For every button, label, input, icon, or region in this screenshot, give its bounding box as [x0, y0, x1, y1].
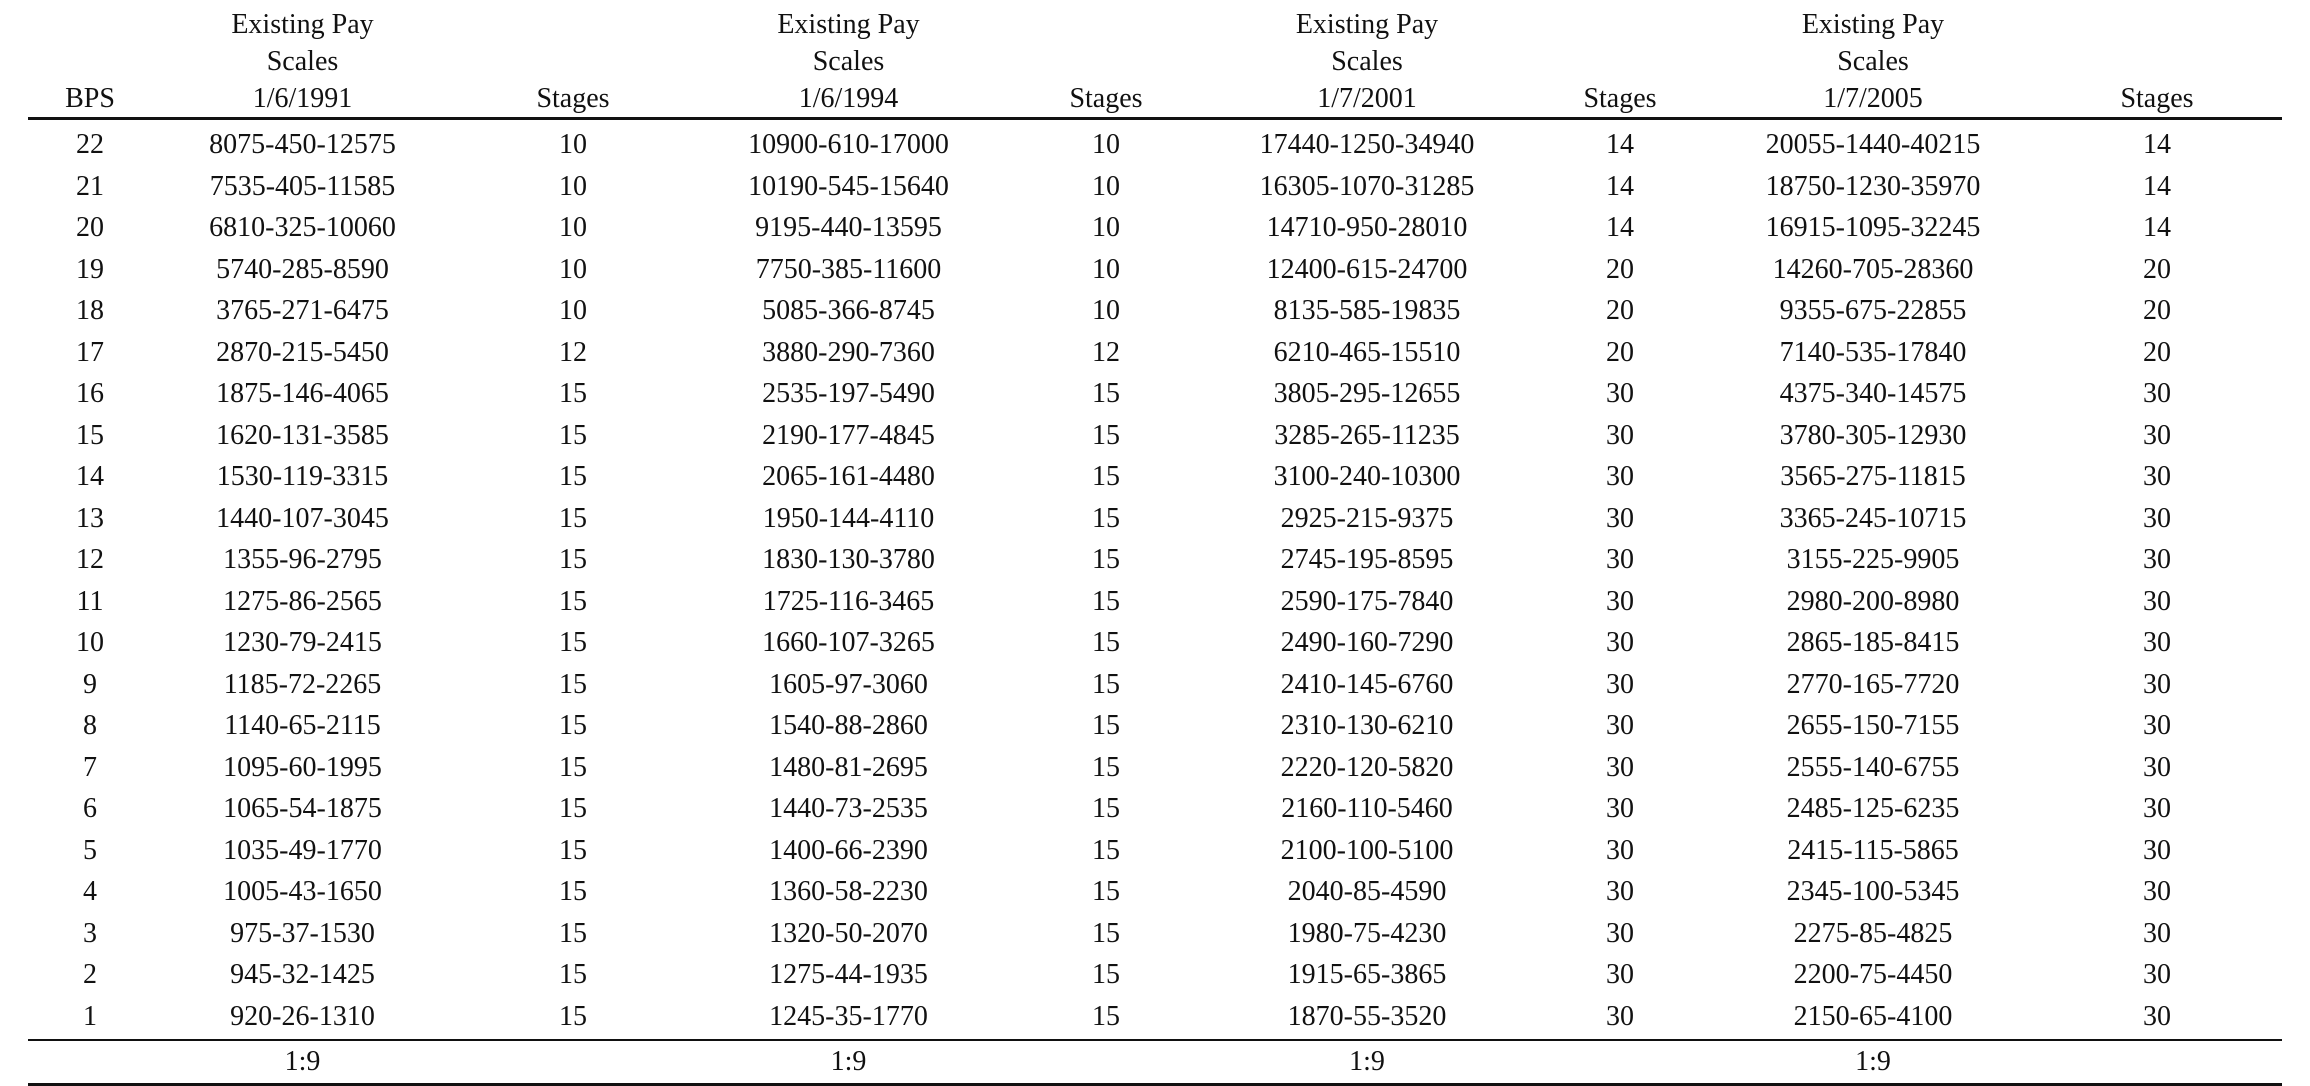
stages-2001-cell: 20: [1606, 295, 1634, 326]
scale-2001-cell: 1980-75-4230: [1287, 917, 1447, 949]
scale-2001-cell: 14710-950-28010: [1266, 212, 1468, 243]
table-row: [28, 498, 2282, 540]
stages-1991-cell: 10: [559, 212, 587, 243]
scale-2005-cell: 2150-65-4100: [1793, 1000, 1953, 1032]
stages-2001-cell: 30: [1606, 959, 1634, 990]
scale-2001-cell: 3285-265-11235: [1274, 419, 1460, 451]
header-stages-1991: Stages: [453, 0, 693, 119]
table-row: [28, 622, 2282, 664]
header-scale-2001-line2: Scales: [1331, 46, 1403, 77]
stages-2005-cell: 30: [2143, 627, 2171, 658]
stages-2001-cell: 14: [1606, 170, 1634, 202]
table-row: [28, 996, 2282, 1041]
stages-2001-cell: 30: [1606, 544, 1634, 575]
stages-2001-cell: 14: [1606, 212, 1634, 243]
stages-2005-cell: 14: [2143, 170, 2171, 202]
bps-cell: 6: [83, 793, 97, 824]
scale-2001-cell: 2590-175-7840: [1280, 585, 1454, 617]
stages-2005-cell: 30: [2143, 876, 2171, 907]
stages-2005-cell: 14: [2143, 212, 2171, 243]
scale-2001-cell: 16305-1070-31285: [1259, 170, 1475, 202]
bps-cell: 8: [83, 710, 97, 741]
header-scale-2001-line1: Existing Pay: [1295, 9, 1439, 40]
table-row: [28, 747, 2282, 789]
scale-1994-cell: 1480-81-2695: [769, 751, 928, 783]
stages-2005-cell: 30: [2143, 1000, 2171, 1032]
table-row: [28, 913, 2282, 955]
scale-1991-cell: 1355-96-2795: [223, 544, 382, 575]
stages-1991-cell: 10: [559, 129, 587, 160]
stages-1994-cell: 15: [1092, 378, 1120, 409]
stages-2001-cell: 30: [1606, 627, 1634, 658]
scale-1994-cell: 3880-290-7360: [762, 336, 935, 368]
scale-1991-cell: 920-26-1310: [230, 1000, 375, 1032]
stages-1991-cell: 15: [559, 876, 587, 907]
scale-1994-cell: 2190-177-4845: [762, 419, 935, 451]
stages-2005-cell: 14: [2143, 129, 2171, 160]
bps-cell: 20: [76, 212, 104, 243]
stages-1991-cell: 15: [559, 585, 587, 617]
scale-2005-cell: 2980-200-8980: [1786, 585, 1960, 617]
scale-2001-cell: 8135-585-19835: [1273, 295, 1461, 326]
table-row: [28, 664, 2282, 706]
header-scale-1994-date: 1/6/1994: [798, 83, 899, 114]
scale-1994-cell: 1320-50-2070: [769, 917, 928, 949]
scale-1994-cell: 2065-161-4480: [762, 461, 935, 492]
scale-1994-cell: 1830-130-3780: [762, 544, 935, 575]
stages-1991-cell: 15: [559, 751, 587, 783]
scale-1994-cell: 2535-197-5490: [762, 378, 935, 409]
scale-1991-cell: 1530-119-3315: [216, 461, 389, 492]
table-row: [28, 166, 2282, 208]
bps-cell: 7: [83, 751, 97, 783]
bps-cell: 12: [76, 544, 104, 575]
stages-2005-cell: 30: [2143, 461, 2171, 492]
scale-1991-cell: 1440-107-3045: [216, 502, 389, 534]
scale-2005-cell: 2865-185-8415: [1786, 627, 1960, 658]
scale-1994-cell: 10190-545-15640: [748, 170, 949, 202]
scale-2001-cell: 2925-215-9375: [1280, 502, 1454, 534]
scale-1991-cell: 3765-271-6475: [216, 295, 389, 326]
header-scale-1991-line2: Scales: [266, 46, 339, 77]
footer-empty: [453, 1040, 693, 1085]
scale-1991-cell: 2870-215-5450: [216, 336, 389, 368]
header-bps: BPS: [28, 0, 152, 119]
stages-1991-cell: 15: [559, 917, 587, 949]
bps-cell: 15: [76, 419, 104, 451]
stages-2001-cell: 30: [1606, 751, 1634, 783]
scale-1991-cell: 5740-285-8590: [216, 253, 389, 285]
header-stages-1994: Stages: [1004, 0, 1208, 119]
stages-1991-cell: 10: [559, 295, 587, 326]
stages-1994-cell: 15: [1092, 959, 1120, 990]
bps-cell: 9: [83, 668, 97, 700]
stages-2001-cell: 30: [1606, 502, 1634, 534]
stages-2001-cell: 20: [1606, 253, 1634, 285]
stages-1994-cell: 15: [1092, 876, 1120, 907]
stages-1991-cell: 15: [559, 1000, 587, 1032]
stages-2005-cell: 30: [2143, 585, 2171, 617]
scale-1991-cell: 1275-86-2565: [223, 585, 382, 617]
scale-2005-cell: 2485-125-6235: [1786, 793, 1960, 824]
scale-2005-cell: 20055-1440-40215: [1765, 129, 1981, 160]
scale-2005-cell: 16915-1095-32245: [1765, 212, 1981, 243]
stages-1991-cell: 15: [559, 544, 587, 575]
scale-1991-cell: 7535-405-11585: [209, 170, 396, 202]
footer-empty-bps: [28, 1040, 152, 1085]
scale-2001-cell: 12400-615-24700: [1266, 253, 1468, 285]
stages-1994-cell: 12: [1092, 336, 1120, 368]
scale-2005-cell: 3155-225-9905: [1786, 544, 1960, 575]
scale-1991-cell: 1065-54-1875: [223, 793, 382, 824]
stages-2001-cell: 30: [1606, 419, 1634, 451]
scale-2005-cell: 14260-705-28360: [1772, 253, 1974, 285]
stages-2005-cell: 30: [2143, 834, 2171, 866]
scale-1991-cell: 1035-49-1770: [223, 834, 382, 866]
scale-1994-cell: 1950-144-4110: [762, 502, 935, 534]
stages-1994-cell: 10: [1092, 212, 1120, 243]
stages-1991-cell: 15: [559, 378, 587, 409]
bps-cell: 22: [76, 129, 104, 160]
scale-2001-cell: 2745-195-8595: [1280, 544, 1454, 575]
scale-1994-cell: 1605-97-3060: [769, 668, 928, 700]
scale-2005-cell: 2415-115-5865: [1787, 834, 1959, 866]
header-scale-1994-line2: Scales: [812, 46, 885, 77]
header-scale-1994: [693, 0, 1004, 119]
table-row: [28, 539, 2282, 581]
scale-1991-cell: 1620-131-3585: [216, 419, 389, 451]
scale-1994-cell: 1540-88-2860: [769, 710, 928, 741]
bps-cell: 2: [83, 959, 97, 990]
header-stages-2001: Stages: [1526, 0, 1714, 119]
stages-1994-cell: 10: [1092, 170, 1120, 202]
bps-cell: 11: [76, 585, 104, 617]
stages-1991-cell: 15: [559, 793, 587, 824]
stages-2005-cell: 20: [2143, 253, 2171, 285]
stages-1994-cell: 15: [1092, 502, 1120, 534]
pay-scales-document: [28, 0, 2282, 1086]
scale-2005-cell: 2275-85-4825: [1793, 917, 1953, 949]
footer-ratio-2005: 1:9: [1714, 1040, 2032, 1085]
table-row: [28, 207, 2282, 249]
table-row: [28, 290, 2282, 332]
bps-cell: 18: [76, 295, 104, 326]
stages-2005-cell: 30: [2143, 668, 2171, 700]
scale-2001-cell: 2220-120-5820: [1280, 751, 1454, 783]
scale-2005-cell: 2345-100-5345: [1786, 876, 1960, 907]
scale-1991-cell: 945-32-1425: [230, 959, 375, 990]
bps-cell: 17: [76, 336, 104, 368]
table-row: [28, 954, 2282, 996]
stages-2005-cell: 30: [2143, 544, 2171, 575]
bps-cell: 3: [83, 917, 97, 949]
table-row: [28, 456, 2282, 498]
scale-2005-cell: 3780-305-12930: [1779, 419, 1967, 451]
stages-2005-cell: 30: [2143, 751, 2171, 783]
stages-1994-cell: 10: [1092, 253, 1120, 285]
bps-cell: 13: [76, 502, 104, 534]
scale-1994-cell: 5085-366-8745: [762, 295, 935, 326]
stages-1994-cell: 15: [1092, 751, 1120, 783]
scale-2001-cell: 2100-100-5100: [1280, 834, 1454, 866]
stages-1994-cell: 10: [1092, 129, 1120, 160]
stages-1991-cell: 15: [559, 461, 587, 492]
table-row: [28, 830, 2282, 872]
scale-1994-cell: 1440-73-2535: [769, 793, 928, 824]
footer-ratio-2001: 1:9: [1208, 1040, 1526, 1085]
scale-1991-cell: 8075-450-12575: [209, 129, 396, 160]
pay-scales-table: [28, 0, 2282, 1086]
bps-cell: 10: [76, 627, 104, 658]
bps-cell: 19: [76, 253, 104, 285]
stages-1994-cell: 15: [1092, 461, 1120, 492]
stages-1991-cell: 15: [559, 419, 587, 451]
stages-2005-cell: 30: [2143, 710, 2171, 741]
scale-1994-cell: 1400-66-2390: [769, 834, 928, 866]
scale-2005-cell: 2655-150-7155: [1786, 710, 1960, 741]
scale-1994-cell: 1360-58-2230: [769, 876, 928, 907]
scale-2001-cell: 6210-465-15510: [1273, 336, 1461, 368]
stages-2001-cell: 20: [1606, 336, 1634, 368]
scale-2005-cell: 3365-245-10715: [1779, 502, 1967, 534]
scale-2001-cell: 3805-295-12655: [1273, 378, 1461, 409]
stages-1994-cell: 15: [1092, 917, 1120, 949]
stages-1994-cell: 15: [1092, 793, 1120, 824]
table-row: [28, 332, 2282, 374]
bps-cell: 1: [83, 1000, 97, 1032]
table-row: [28, 249, 2282, 291]
stages-1994-cell: 15: [1092, 585, 1120, 617]
header-scale-1991: [152, 0, 453, 119]
stages-2005-cell: 30: [2143, 793, 2171, 824]
stages-1994-cell: 15: [1092, 544, 1120, 575]
table-row: [28, 581, 2282, 623]
scale-1991-cell: 6810-325-10060: [209, 212, 396, 243]
header-scale-2005-line2: Scales: [1837, 46, 1909, 77]
stages-2001-cell: 30: [1606, 585, 1634, 617]
scale-2001-cell: 2310-130-6210: [1280, 710, 1454, 741]
table-row: [28, 871, 2282, 913]
scale-2001-cell: 17440-1250-34940: [1259, 129, 1475, 160]
scale-1994-cell: 1725-116-3465: [762, 585, 935, 617]
header-scale-2005-line1: Existing Pay: [1801, 9, 1945, 40]
scale-2005-cell: 7140-535-17840: [1779, 336, 1967, 368]
scale-1994-cell: 10900-610-17000: [748, 129, 949, 160]
scale-2005-cell: 18750-1230-35970: [1765, 170, 1981, 202]
scale-2001-cell: 1870-55-3520: [1287, 1000, 1447, 1032]
scale-2001-cell: 2490-160-7290: [1280, 627, 1454, 658]
stages-1991-cell: 10: [559, 253, 587, 285]
stages-2001-cell: 30: [1606, 710, 1634, 741]
stages-2001-cell: 30: [1606, 1000, 1634, 1032]
stages-1994-cell: 15: [1092, 419, 1120, 451]
table-row: [28, 373, 2282, 415]
scale-2001-cell: 2040-85-4590: [1287, 876, 1447, 907]
stages-1991-cell: 15: [559, 502, 587, 534]
footer-empty: [1004, 1040, 1208, 1085]
stages-1991-cell: 15: [559, 668, 587, 700]
bps-cell: 16: [76, 378, 104, 409]
scale-2005-cell: 2555-140-6755: [1786, 751, 1960, 783]
scale-2001-cell: 2410-145-6760: [1280, 668, 1454, 700]
scale-1991-cell: 1875-146-4065: [216, 378, 389, 409]
scale-1994-cell: 1660-107-3265: [762, 627, 935, 658]
scale-1991-cell: 1005-43-1650: [223, 876, 382, 907]
header-scale-1991-date: 1/6/1991: [252, 83, 353, 114]
header-scale-2001: [1208, 0, 1526, 119]
stages-2005-cell: 30: [2143, 502, 2171, 534]
scale-1991-cell: 1185-72-2265: [223, 668, 382, 700]
scale-1991-cell: 975-37-1530: [230, 917, 375, 949]
stages-1991-cell: 15: [559, 834, 587, 866]
stages-1994-cell: 15: [1092, 834, 1120, 866]
stages-2001-cell: 30: [1606, 461, 1634, 492]
scale-1991-cell: 1140-65-2115: [224, 710, 381, 741]
scale-2001-cell: 2160-110-5460: [1281, 793, 1453, 824]
header-stages-2005: Stages: [2032, 0, 2282, 119]
table-body: [28, 119, 2282, 1041]
scale-2001-cell: 1915-65-3865: [1287, 959, 1447, 990]
stages-1994-cell: 15: [1092, 627, 1120, 658]
stages-2001-cell: 30: [1606, 917, 1634, 949]
footer-ratio-1991: 1:9: [152, 1040, 453, 1085]
footer-empty: [2032, 1040, 2282, 1085]
footer-empty: [1526, 1040, 1714, 1085]
scale-2005-cell: 2770-165-7720: [1786, 668, 1960, 700]
stages-2001-cell: 14: [1606, 129, 1634, 160]
bps-cell: 4: [83, 876, 97, 907]
scale-2005-cell: 2200-75-4450: [1793, 959, 1953, 990]
stages-2005-cell: 30: [2143, 378, 2171, 409]
bps-cell: 5: [83, 834, 97, 866]
table-row: [28, 705, 2282, 747]
table-row: [28, 415, 2282, 457]
header-scale-2005: [1714, 0, 2032, 119]
header-scale-2001-date: 1/7/2001: [1317, 83, 1417, 114]
scale-2005-cell: 3565-275-11815: [1780, 461, 1966, 492]
footer-ratio-1994: 1:9: [693, 1040, 1004, 1085]
stages-1991-cell: 10: [559, 170, 587, 202]
stages-2005-cell: 30: [2143, 959, 2171, 990]
scale-1994-cell: 7750-385-11600: [755, 253, 942, 285]
table-row: [28, 119, 2282, 166]
scale-1994-cell: 9195-440-13595: [755, 212, 942, 243]
stages-2001-cell: 30: [1606, 378, 1634, 409]
stages-1994-cell: 15: [1092, 668, 1120, 700]
header-scale-2005-date: 1/7/2005: [1823, 83, 1923, 114]
table-footer-row: [28, 1040, 2282, 1085]
stages-1994-cell: 15: [1092, 1000, 1120, 1032]
stages-2005-cell: 30: [2143, 419, 2171, 451]
stages-2005-cell: 30: [2143, 917, 2171, 949]
scale-1991-cell: 1230-79-2415: [223, 627, 382, 658]
stages-2001-cell: 30: [1606, 668, 1634, 700]
stages-1994-cell: 15: [1092, 710, 1120, 741]
stages-1991-cell: 15: [559, 959, 587, 990]
stages-1991-cell: 12: [559, 336, 587, 368]
stages-1991-cell: 15: [559, 627, 587, 658]
table-row: [28, 788, 2282, 830]
table-header-row: [28, 0, 2282, 119]
stages-2005-cell: 20: [2143, 336, 2171, 368]
header-scale-1994-line1: Existing Pay: [777, 9, 920, 40]
stages-2001-cell: 30: [1606, 834, 1634, 866]
header-scale-1991-line1: Existing Pay: [231, 9, 374, 40]
scale-1991-cell: 1095-60-1995: [223, 751, 382, 783]
stages-2001-cell: 30: [1606, 876, 1634, 907]
stages-2001-cell: 30: [1606, 793, 1634, 824]
scale-1994-cell: 1275-44-1935: [769, 959, 928, 990]
scale-2001-cell: 3100-240-10300: [1273, 461, 1461, 492]
stages-1991-cell: 15: [559, 710, 587, 741]
scale-1994-cell: 1245-35-1770: [769, 1000, 928, 1032]
scale-2005-cell: 9355-675-22855: [1779, 295, 1967, 326]
bps-cell: 21: [76, 170, 104, 202]
stages-2005-cell: 20: [2143, 295, 2171, 326]
scale-2005-cell: 4375-340-14575: [1779, 378, 1967, 409]
bps-cell: 14: [76, 461, 104, 492]
stages-1994-cell: 10: [1092, 295, 1120, 326]
